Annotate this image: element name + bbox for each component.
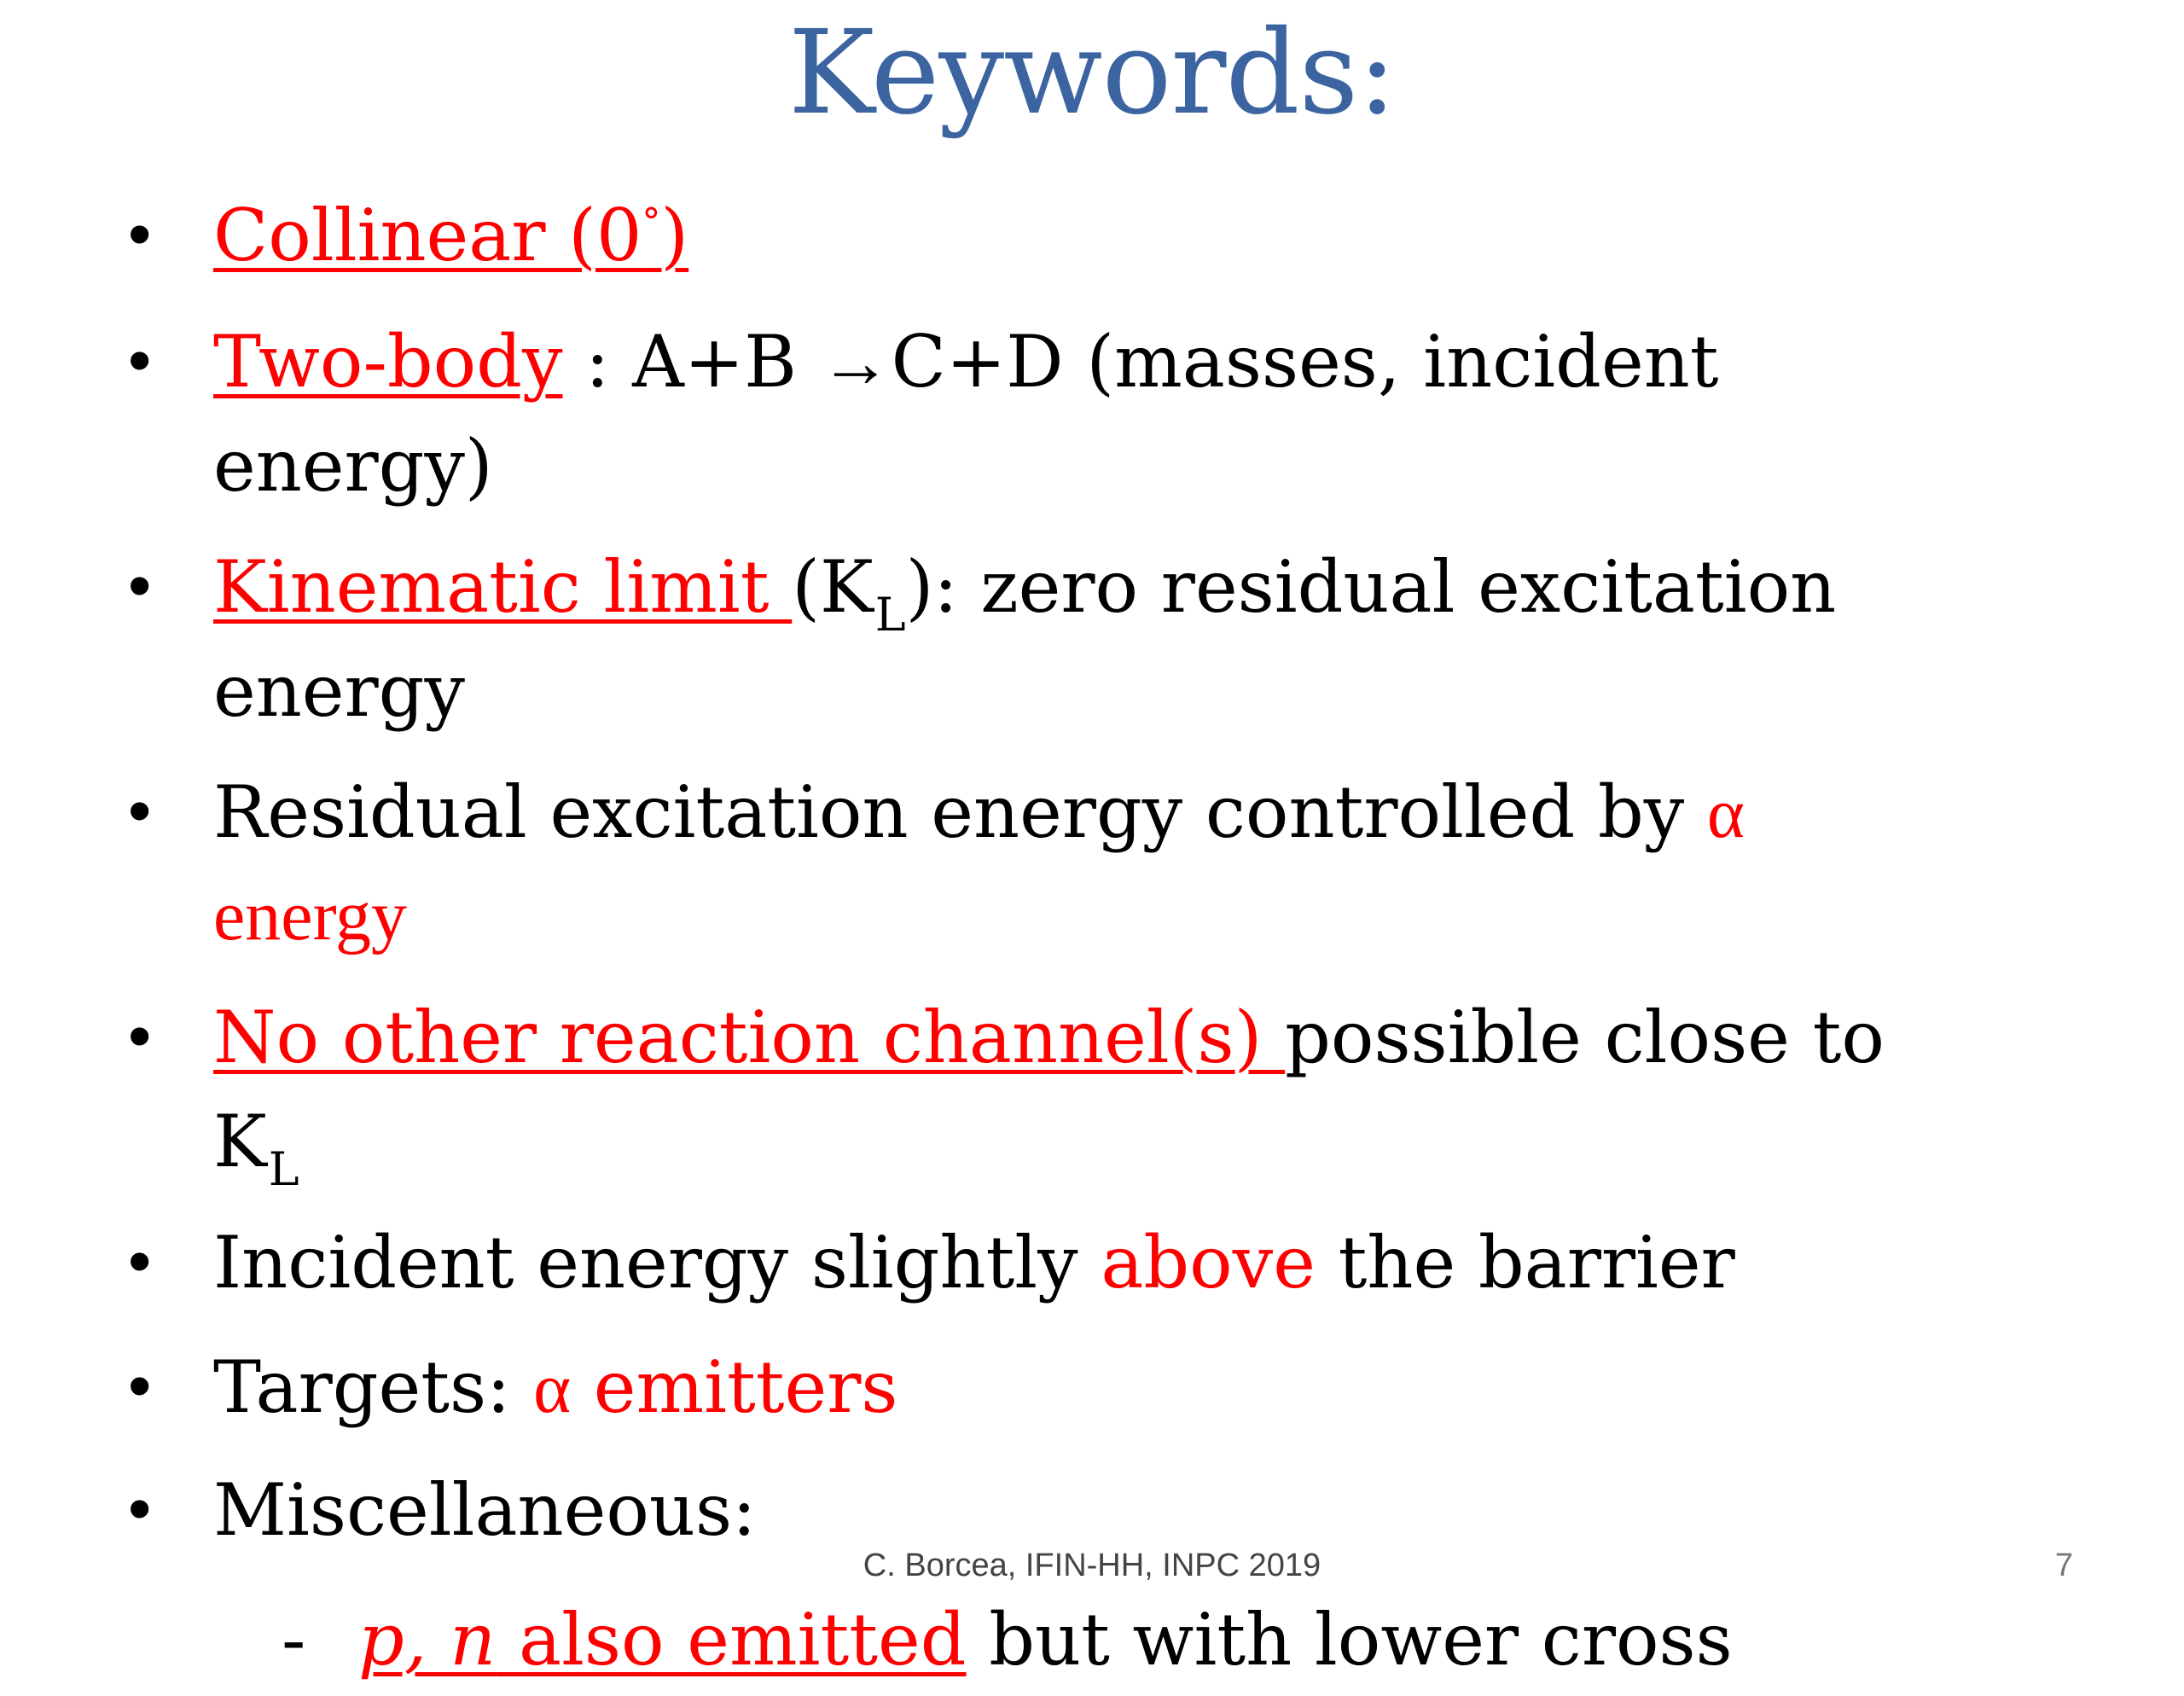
bullet-dot: • [128, 322, 152, 398]
kinematic-limit-link[interactable]: Kinematic limit [213, 545, 793, 629]
alpha-symbol: α [1706, 774, 1745, 853]
bullet-residual-excitation: Residual excitation energy controlled by α [213, 770, 1745, 854]
slide-title: Keywords: [787, 6, 1397, 141]
above-highlight: above [1101, 1221, 1316, 1304]
bullet-dot: • [128, 1471, 152, 1546]
bullet-dot: • [128, 548, 152, 623]
bullet-residual-excitation-cont: energy [213, 876, 408, 955]
bullet-two-body-cont: energy) [213, 424, 493, 508]
p-n-text: p, n [358, 1598, 497, 1681]
emitters-highlight: emitters [571, 1345, 898, 1429]
also-emitted-text: also emitted [496, 1598, 967, 1681]
collinear-link[interactable]: Collinear (0°) [213, 194, 689, 277]
bullet-no-other-channels-cont: $K_L$ [213, 1100, 299, 1196]
bullet-dot: • [128, 998, 152, 1073]
bullet-incident-energy: Incident energy slightly above the barrier [213, 1221, 1735, 1304]
bullet-dot: • [128, 1348, 152, 1423]
bullet-dot: • [128, 196, 152, 271]
bullet-dot: • [128, 773, 152, 848]
bullet-kinematic-limit-cont: energy [213, 649, 465, 733]
arrow-symbol: → [819, 323, 892, 403]
bullet-two-body: Two-body : A+B →C+D (masses, incident [213, 320, 1719, 404]
bullet-kinematic-limit: Kinematic limit $(K_L)$: zero residual excitation [213, 545, 1837, 642]
bullet-targets: Targets: α emitters [213, 1345, 898, 1429]
slide-footer: C. Borcea, IFIN-HH, INPC 2019 [863, 1548, 1321, 1583]
bullet-collinear [213, 179, 2073, 305]
bullet-dot: • [128, 1223, 152, 1298]
bullet-no-other-channels: No other reaction channel(s) possible close to [213, 996, 1885, 1079]
bullet-miscellaneous: Miscellaneous: [213, 1468, 757, 1552]
no-other-channels-link[interactable]: No other reaction channel(s) [213, 996, 1286, 1079]
alpha-symbol: α [533, 1349, 572, 1428]
page-number: 7 [2054, 1548, 2073, 1583]
sub-bullet-dash: - [282, 1598, 306, 1681]
two-body-link[interactable]: Two-body [213, 320, 563, 404]
